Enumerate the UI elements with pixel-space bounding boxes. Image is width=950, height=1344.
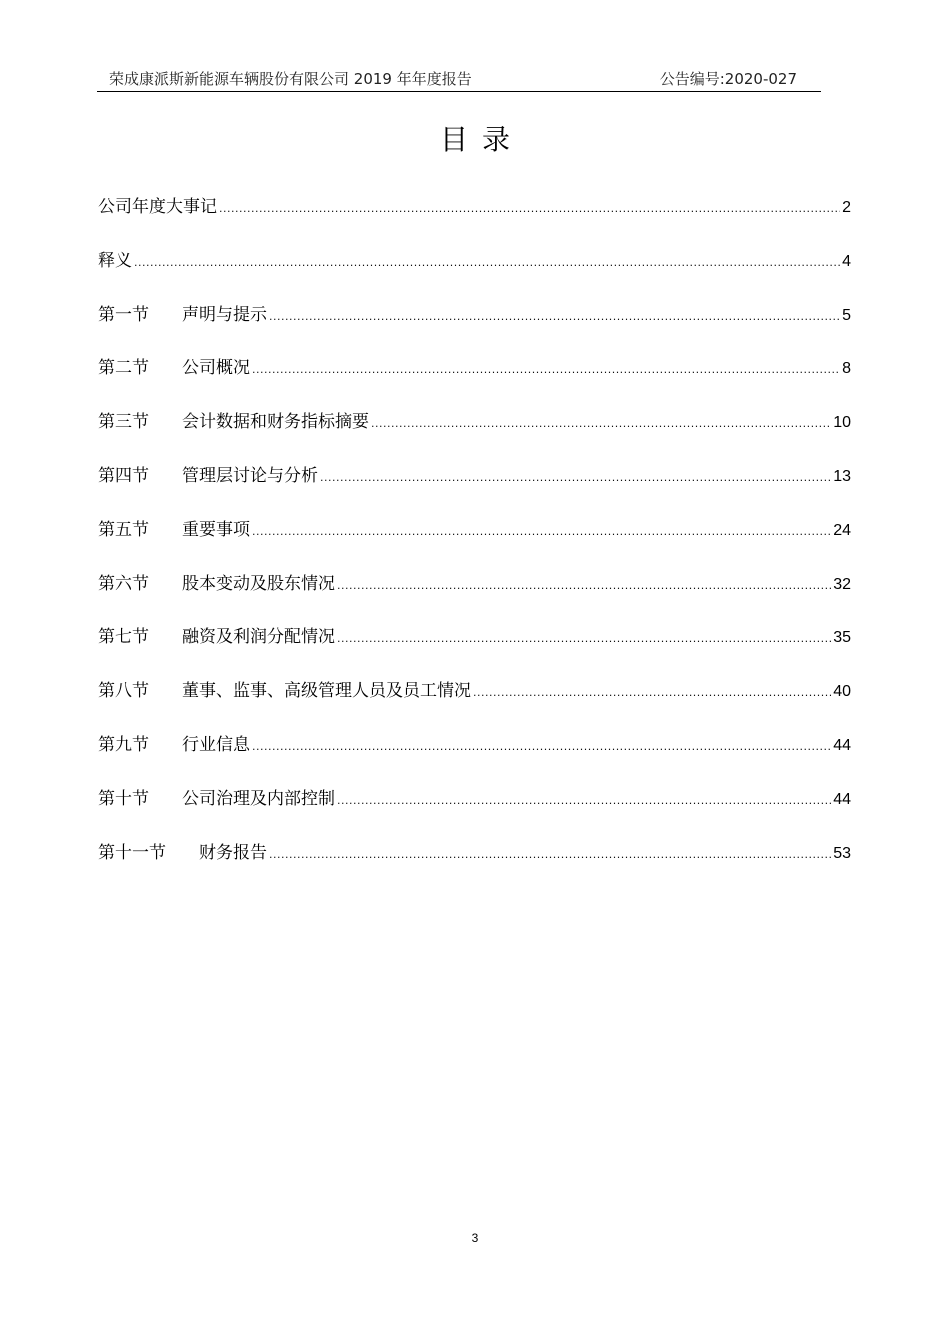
toc-entry[interactable]: [98, 461, 851, 515]
toc-entry[interactable]: [98, 622, 851, 676]
toc-entry[interactable]: [98, 515, 851, 569]
toc-section-name: 会计数据和财务指标摘要: [182, 412, 369, 433]
toc-page-number: 44: [833, 790, 851, 808]
toc-section-name: 释义: [98, 250, 132, 271]
toc-section-number: 第九节: [98, 734, 149, 755]
toc-page-number: 24: [833, 521, 851, 539]
toc-entry[interactable]: [98, 676, 851, 730]
toc-dot-leader: [134, 256, 840, 269]
toc-section-number: 第四节: [98, 465, 149, 486]
toc-dot-leader: [337, 579, 831, 592]
toc-page-number: 35: [833, 629, 851, 647]
toc-dot-leader: [337, 632, 831, 645]
toc-section-name: 管理层讨论与分析: [182, 465, 318, 486]
toc-section-name: 重要事项: [182, 519, 250, 540]
toc-dot-leader: [252, 740, 831, 753]
toc-section-number: 第六节: [98, 573, 149, 594]
toc-section-name: 声明与提示: [182, 304, 267, 325]
toc-section-name: 公司治理及内部控制: [182, 788, 335, 809]
page-header: [97, 66, 821, 92]
toc-page-number: 13: [833, 467, 851, 485]
toc-section-number: 第一节: [98, 304, 149, 325]
toc-dot-leader: [473, 686, 831, 699]
toc-page-number: 44: [833, 736, 851, 754]
toc-page-number: 8: [842, 360, 851, 378]
toc-section-number: 第十节: [98, 788, 149, 809]
toc-dot-leader: [320, 471, 831, 484]
toc-page-number: 32: [833, 575, 851, 593]
toc-entry[interactable]: [98, 353, 851, 407]
toc-entry[interactable]: [98, 407, 851, 461]
toc-section-number: 第十一节: [98, 842, 166, 863]
toc-entry[interactable]: [98, 192, 851, 246]
toc-section-number: 第五节: [98, 519, 149, 540]
toc-dot-leader: [252, 363, 840, 376]
toc-entry[interactable]: [98, 730, 851, 784]
toc-page-number: 4: [842, 252, 851, 270]
toc-section-name: 行业信息: [182, 734, 250, 755]
toc-entry[interactable]: [98, 569, 851, 623]
toc-section-number: 第八节: [98, 681, 149, 702]
toc-page-number: 10: [833, 414, 851, 432]
toc-page-number: 2: [842, 199, 851, 216]
toc-dot-leader: [371, 417, 831, 430]
toc-section-name: 公司年度大事记: [98, 197, 217, 217]
toc-page-number: 40: [833, 683, 851, 701]
toc-page-number: 53: [833, 844, 851, 862]
toc-section-name: 财务报告: [199, 842, 267, 863]
toc-page-number: 5: [842, 306, 851, 324]
toc-dot-leader: [269, 310, 840, 323]
header-company-report-title: 荣成康派斯新能源车辆股份有限公司 2019 年年度报告: [109, 70, 472, 88]
toc-entry[interactable]: [98, 300, 851, 354]
toc-section-number: 第七节: [98, 627, 149, 648]
toc-dot-leader: [269, 848, 831, 861]
toc-title: 目录: [439, 123, 524, 156]
toc-entry[interactable]: [98, 784, 851, 838]
toc-section-name: 融资及利润分配情况: [182, 627, 335, 648]
page-number: 3: [471, 1231, 479, 1245]
toc-dot-leader: [252, 525, 831, 538]
toc-entry[interactable]: [98, 838, 851, 892]
header-announcement-number: 公告编号:2020-027: [659, 70, 797, 88]
toc-section-name: 董事、监事、高级管理人员及员工情况: [182, 681, 471, 702]
toc-section-number: 第二节: [98, 358, 149, 379]
toc-dot-leader: [337, 794, 831, 807]
table-of-contents: [98, 192, 851, 891]
toc-section-name: 公司概况: [182, 358, 250, 379]
toc-entry[interactable]: [98, 246, 851, 300]
toc-dot-leader: [219, 202, 840, 215]
toc-section-name: 股本变动及股东情况: [182, 573, 335, 594]
toc-section-number: 第三节: [98, 412, 149, 433]
